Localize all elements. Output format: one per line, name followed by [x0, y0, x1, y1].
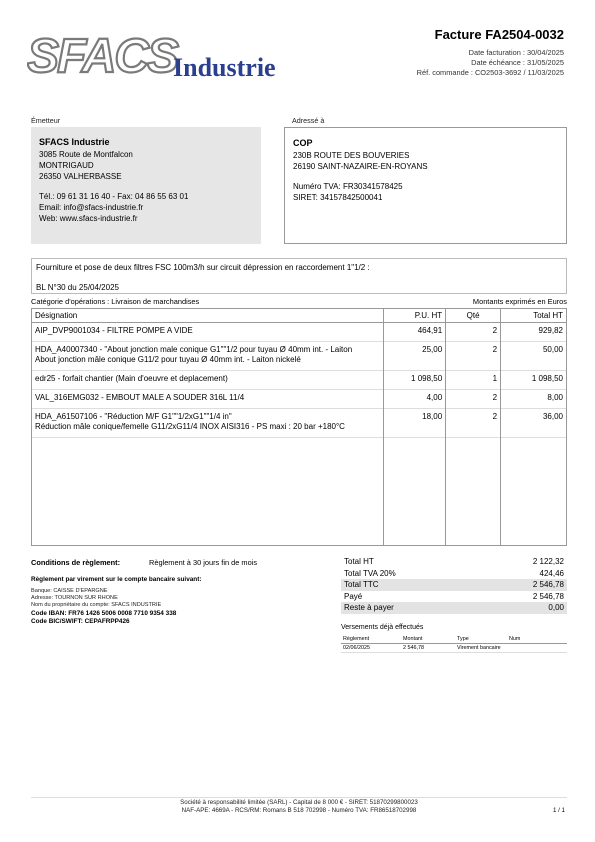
description-line: Fourniture et pose de deux filtres FSC 100m3/h sur circuit dépression en raccordement 1"1/2 : [36, 263, 370, 272]
footer-divider [31, 797, 567, 798]
row-designation [32, 342, 384, 371]
recipient-siret: SIRET: 34157842500041 [293, 193, 383, 202]
total-value: 424,46 [539, 568, 564, 578]
header-quantity: Qté [446, 309, 501, 323]
footer-legal-line: NAF-APE: 4669A - RCS/RM: Romans B 518 702998 - Numéro TVA: FR86518702998 [181, 807, 417, 814]
total-row [341, 579, 567, 591]
invoice-description [31, 258, 567, 294]
table-row [32, 323, 567, 342]
designation-line: AIP_DVP9001034 - FILTRE POMPE A VIDE [35, 326, 193, 335]
header-designation: Désignation [32, 309, 384, 323]
bank-heading: Règlement par virement sur le compte bancaire suivant: [31, 576, 202, 583]
recipient-address-line: 230B ROUTE DES BOUVERIES [293, 151, 410, 160]
row-quantity: 2 [446, 342, 501, 371]
payment-type: Virement bancaire [455, 643, 507, 652]
table-row [32, 371, 567, 390]
header-total: Total HT [501, 309, 567, 323]
logo-text-sub: Industrie [173, 53, 276, 82]
recipient-block [284, 127, 567, 244]
footer-legal-line: Société à responsabilité limitée (SARL) - Capital de 8 000 € - SIRET: 51870299800023 [180, 799, 418, 806]
sender-label: Émetteur [31, 116, 61, 125]
sender-block [31, 127, 261, 244]
designation-detail: About jonction mâle conique G11/2 pour tuyau Ø 40mm int. - Laiton nickelé [35, 355, 301, 364]
total-label: Total HT [344, 557, 374, 567]
row-total: 1 098,50 [501, 371, 567, 390]
row-unit-price: 464,91 [384, 323, 446, 342]
sender-address-line: 3085 Route de Montfalcon [39, 150, 133, 159]
bank-name: Banque: CAISSE D'EPARGNE [31, 588, 108, 594]
page-number: 1 / 1 [552, 807, 565, 814]
sender-address-line: MONTRIGAUD [39, 161, 94, 170]
total-label: Total TVA 20% [344, 568, 396, 578]
total-row [341, 568, 567, 580]
invoice-order-ref: Réf. commande : CO2503-3692 / 11/03/2025 [416, 68, 564, 77]
recipient-vat: Numéro TVA: FR30341578425 [293, 182, 403, 191]
row-total: 36,00 [501, 409, 567, 438]
total-label: Payé [344, 591, 363, 601]
sender-phone: Tél.: 09 61 31 16 40 - Fax: 04 86 55 63 01 [39, 192, 189, 201]
delivery-note: BL N°30 du 25/04/2025 [36, 283, 119, 292]
payments-title: Versements déjà effectués [341, 624, 424, 631]
row-designation [32, 390, 384, 409]
row-designation [32, 409, 384, 438]
designation-line: HDA_A61507106 - "Réduction M/F G1""1/2xG1""1/4 in" [35, 412, 232, 421]
payments-header: Num [507, 635, 567, 643]
row-unit-price: 4,00 [384, 390, 446, 409]
table-row [32, 390, 567, 409]
row-quantity: 1 [446, 371, 501, 390]
row-unit-price: 25,00 [384, 342, 446, 371]
recipient-address-line: 26190 SAINT-NAZAIRE-EN-ROYANS [293, 162, 428, 171]
sender-name: SFACS Industrie [39, 137, 110, 147]
row-total: 929,82 [501, 323, 567, 342]
row-designation [32, 323, 384, 342]
row-total: 8,00 [501, 390, 567, 409]
total-row [341, 602, 567, 614]
table-row [32, 409, 567, 438]
company-logo [27, 30, 289, 86]
designation-line: edr25 - forfait chantier (Main d'oeuvre et deplacement) [35, 374, 228, 383]
total-label: Reste à payer [344, 603, 394, 613]
designation-line: VAL_316EMG032 - EMBOUT MALE A SOUDER 316L 11/4 [35, 393, 245, 402]
sender-address-line: 26350 VALHERBASSE [39, 172, 122, 181]
items-table [31, 308, 567, 546]
operation-category: Catégorie d'opérations : Livraison de marchandises [31, 297, 200, 306]
totals-block [341, 556, 567, 614]
payment-date: 02/06/2025 [341, 643, 401, 652]
currency-note: Montants exprimés en Euros [472, 297, 567, 306]
designation-detail: Réduction mâle conique/femelle G11/2xG11/4 INOX AISI316 - PS maxi : 20 bar +180°C [35, 422, 345, 431]
recipient-name: COP [293, 138, 313, 148]
invoice-title: Facture FA2504-0032 [434, 27, 564, 42]
payments-header: Type [455, 635, 507, 643]
total-value: 2 122,32 [532, 557, 564, 567]
row-quantity: 2 [446, 323, 501, 342]
payments-table [341, 635, 567, 653]
invoice-meta [417, 48, 564, 78]
payments-header: Règlement [341, 635, 401, 643]
sender-web: Web: www.sfacs-industrie.fr [39, 214, 138, 223]
terms-value: Règlement à 30 jours fin de mois [149, 558, 258, 567]
logo-text-main: SFACS [27, 30, 178, 83]
terms-label: Conditions de règlement: [31, 558, 121, 567]
total-row [341, 556, 567, 568]
header-unit-price: P.U. HT [384, 309, 446, 323]
table-filler-row [32, 438, 567, 546]
bank-address: Adresse: TOURNON SUR RHONE [31, 595, 118, 602]
sender-email: Email: info@sfacs-industrie.fr [39, 203, 144, 212]
designation-line: HDA_A40007340 - "About jonction male conique G1""1/2 pour tuyau Ø 40mm int. - Laiton [35, 345, 353, 354]
payment-amount: 2 546,78 [401, 643, 455, 652]
bank-owner: Nom du propriétaire du compte: SFACS INDUSTRIE [31, 602, 162, 609]
total-value: 2 546,78 [532, 591, 564, 601]
recipient-label: Adressé à [292, 116, 325, 125]
total-row [341, 591, 567, 603]
payment-terms [31, 558, 331, 567]
payment-row [341, 643, 567, 652]
payments-header: Montant [401, 635, 455, 643]
row-quantity: 2 [446, 390, 501, 409]
row-designation [32, 371, 384, 390]
total-value: 2 546,78 [532, 580, 564, 590]
invoice-due-date: Date échéance : 31/05/2025 [471, 58, 564, 67]
row-unit-price: 1 098,50 [384, 371, 446, 390]
table-row [32, 342, 567, 371]
bank-bic: Code BIC/SWIFT: CEPAFRPP426 [31, 618, 130, 626]
total-label: Total TTC [344, 580, 379, 590]
bank-details [31, 588, 176, 627]
table-header-row [32, 309, 567, 323]
invoice-date: Date facturation : 30/04/2025 [468, 48, 564, 57]
row-total: 50,00 [501, 342, 567, 371]
total-value: 0,00 [548, 603, 564, 613]
bank-iban: Code IBAN: FR76 1426 5006 0008 7710 9354 338 [31, 609, 177, 617]
row-unit-price: 18,00 [384, 409, 446, 438]
payments-header-row [341, 635, 567, 643]
footer [31, 799, 567, 815]
row-quantity: 2 [446, 409, 501, 438]
payment-num [507, 643, 567, 652]
